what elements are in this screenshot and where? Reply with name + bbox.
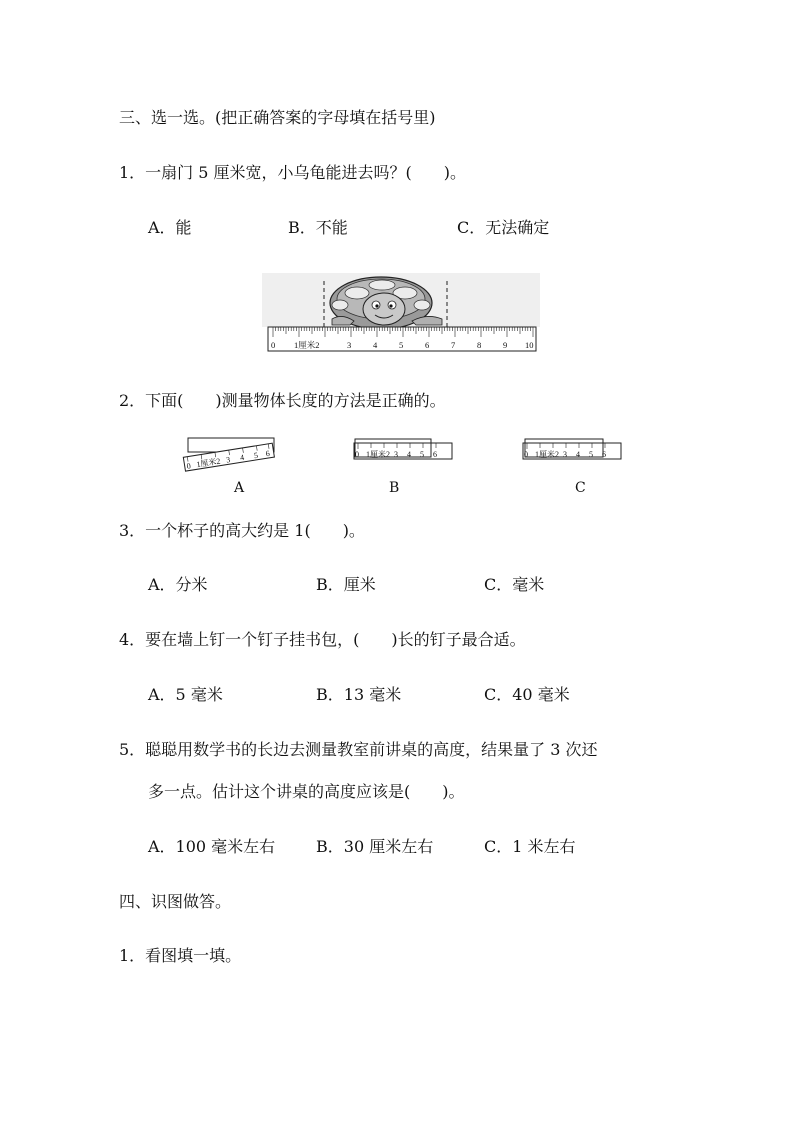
q2-label-a: A (234, 480, 245, 496)
ruler-c-label-3: 3 (563, 450, 567, 459)
ruler-label-3: 3 (347, 340, 352, 350)
ruler-b-label-4: 4 (407, 450, 411, 459)
q2-label-c: C (575, 480, 586, 496)
ruler-label-5: 5 (399, 340, 404, 350)
section4-title: 四、识图做答。 (119, 892, 232, 911)
ruler-a-label-6: 6 (265, 448, 271, 459)
ruler-a-label-5: 5 (253, 450, 259, 461)
ruler-b-label-6: 6 (433, 450, 437, 459)
ruler-label-4: 4 (373, 340, 378, 350)
section4-q1-stem: 1．看图填一填。 (119, 946, 242, 965)
q5-option-c: C．1 米左右 (484, 837, 576, 856)
q5-option-a: A．100 毫米左右 (148, 837, 276, 856)
ruler-b-label-3: 3 (394, 450, 398, 459)
q4-stem: 4．要在墙上钉一个钉子挂书包，( )长的钉子最合适。 (119, 630, 526, 649)
q1-stem: 1．一扇门 5 厘米宽，小乌龟能进去吗？( )。 (119, 163, 467, 182)
ruler-label-7: 7 (451, 340, 456, 350)
ruler-a-label-4: 4 (239, 452, 245, 463)
q5-stem-line2: 多一点。估计这个讲桌的高度应该是( )。 (148, 782, 465, 801)
turtle-ruler-figure (262, 273, 542, 355)
ruler-c-label-5: 5 (589, 450, 593, 459)
ruler-label-9: 9 (503, 340, 508, 350)
q3-stem: 3．一个杯子的高大约是 1( )。 (119, 521, 365, 540)
ruler-label-8: 8 (477, 340, 482, 350)
q3-option-a: A．分米 (148, 575, 208, 594)
ruler-a-label-0: 0 (186, 461, 192, 471)
ruler-b-label-2: 1厘米2 (366, 450, 390, 459)
ruler-label-6: 6 (425, 340, 430, 350)
q2-figure-b (352, 437, 456, 465)
q1-option-a: A．能 (148, 218, 192, 237)
ruler-c-label-2: 1厘米2 (535, 450, 559, 459)
ruler-b-label-0: 0 (355, 450, 359, 459)
q4-option-c: C．40 毫米 (484, 685, 570, 704)
ruler-label-2: 1厘米2 (294, 340, 320, 350)
q1-option-c: C．无法确定 (457, 218, 550, 237)
ruler-c-label-0: 0 (524, 450, 528, 459)
q5-stem-line1: 5．聪聪用数学书的长边去测量教室前讲桌的高度，结果量了 3 次还 (119, 740, 598, 759)
q2-figure-c (521, 437, 625, 465)
ruler (268, 327, 536, 351)
ruler-a-label-2: 1厘米2 (195, 456, 222, 470)
q2-stem: 2．下面( )测量物体长度的方法是正确的。 (119, 391, 446, 410)
q4-option-b: B．13 毫米 (316, 685, 402, 704)
q4-option-a: A．5 毫米 (148, 685, 223, 704)
ruler-a-label-3: 3 (225, 455, 231, 465)
ruler-c-label-6: 6 (602, 450, 606, 459)
q5-option-b: B．30 厘米左右 (316, 837, 434, 856)
ruler-b-label-5: 5 (420, 450, 424, 459)
q3-option-c: C．毫米 (484, 575, 545, 594)
q3-option-b: B．厘米 (316, 575, 376, 594)
q2-label-b: B (389, 480, 400, 496)
ruler-label-0: 0 (271, 340, 276, 350)
section3-title: 三、选一选。(把正确答案的字母填在括号里) (119, 108, 436, 127)
ruler-label-10: 10 (525, 340, 534, 350)
ruler-c-label-4: 4 (576, 450, 580, 459)
q1-option-b: B．不能 (288, 218, 348, 237)
q2-figure-a (180, 432, 286, 472)
